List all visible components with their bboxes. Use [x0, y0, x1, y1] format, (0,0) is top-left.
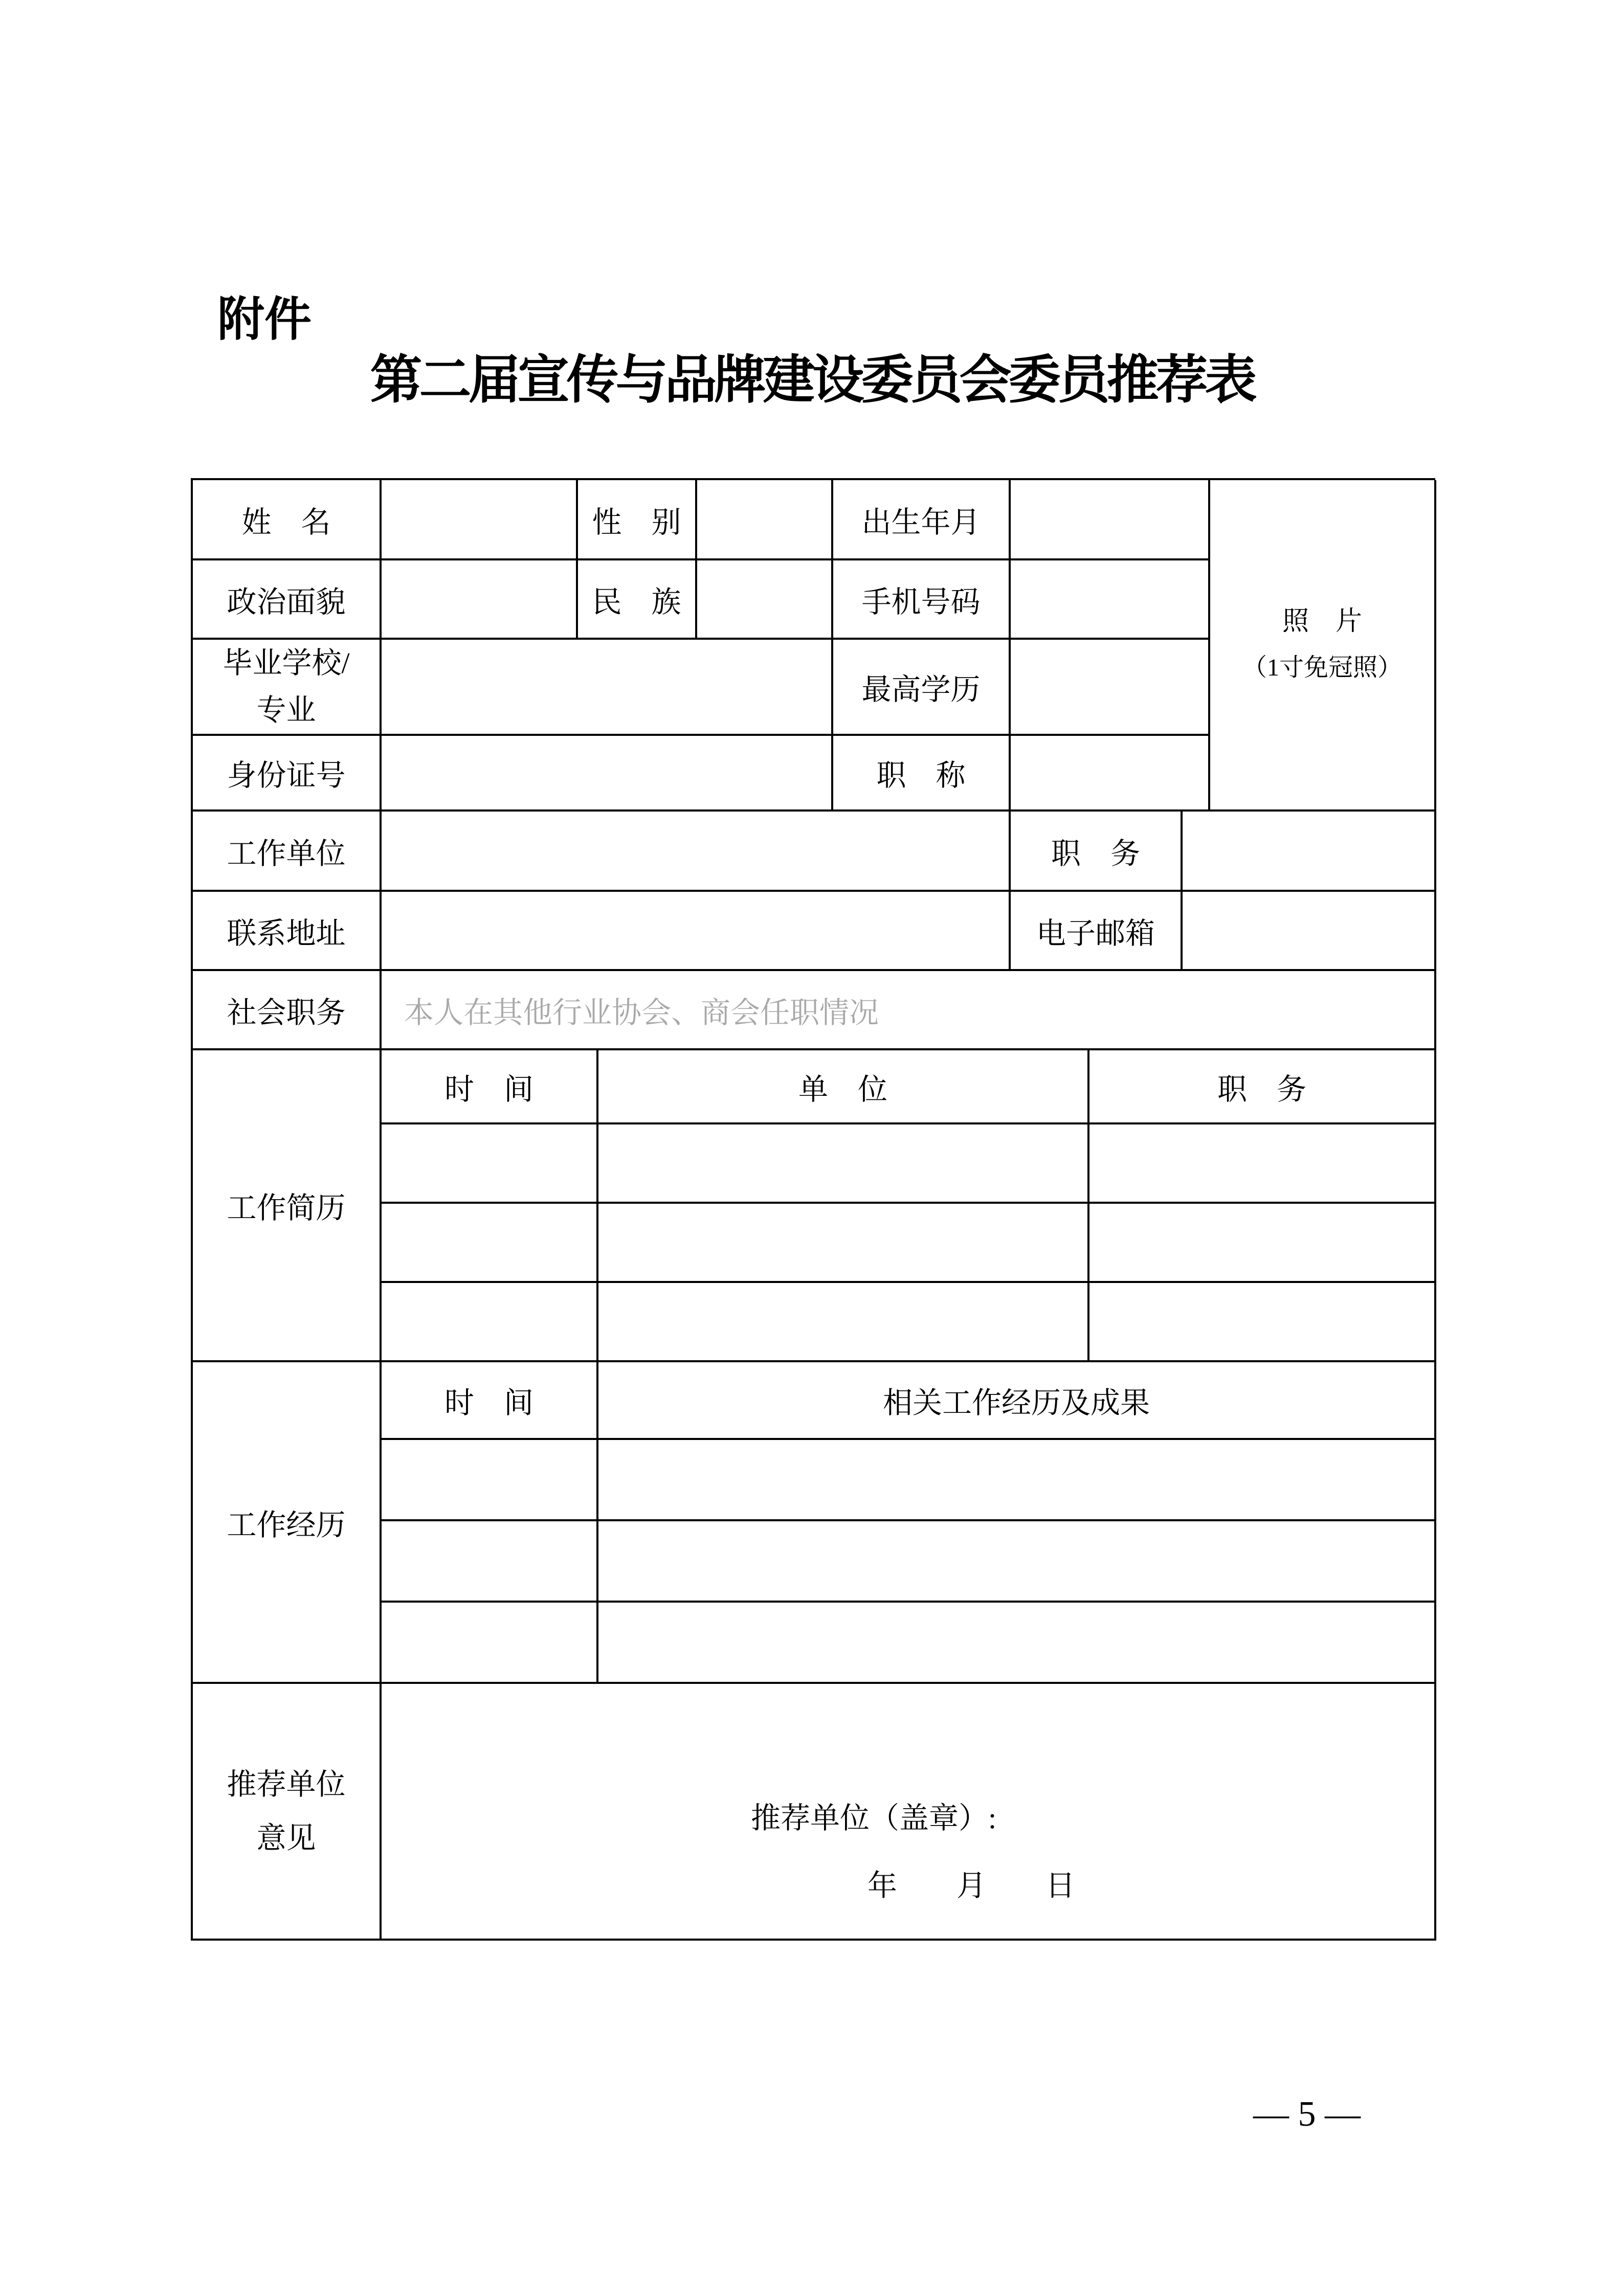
address-label-cell: 联系地址	[193, 891, 381, 970]
ethnicity-value-cell	[696, 559, 832, 639]
opinion-label-line2: 意见	[256, 1821, 316, 1855]
experience-desc-value-cell	[597, 1439, 1435, 1520]
experience-desc-value-cell	[597, 1602, 1435, 1683]
social-position-table	[193, 971, 1436, 1050]
table-row	[193, 812, 1435, 891]
name-label-cell: 姓 名	[193, 480, 381, 559]
professional-title-label-cell: 职 称	[832, 735, 1010, 811]
school-label-line1: 毕业学校/	[223, 646, 350, 680]
experience-time-value-cell	[381, 1439, 597, 1520]
education-label-cell: 最高学历	[832, 639, 1010, 735]
page-number: — 5 —	[1253, 2095, 1361, 2134]
opinion-section-label-cell	[193, 1684, 381, 1940]
photo-note: （1寸免冠照）	[1242, 654, 1402, 681]
photo-label: 照 片	[1282, 607, 1362, 636]
experience-time-value-cell	[381, 1520, 597, 1602]
resume-duty-value-cell	[1088, 1203, 1435, 1282]
school-major-value-cell	[381, 639, 832, 735]
resume-duty-value-cell	[1088, 1123, 1435, 1203]
employer-label-cell: 工作单位	[193, 812, 381, 891]
birth-label-cell: 出生年月	[832, 480, 1010, 559]
school-major-label-cell	[193, 639, 381, 735]
contact-info-table	[193, 812, 1436, 971]
opinion-content-cell	[381, 1684, 1435, 1940]
basic-info-table	[193, 480, 1436, 812]
date-line: 年 月 日	[867, 1869, 1076, 1902]
resume-time-header-cell: 时 间	[381, 1050, 597, 1123]
table-row	[193, 1362, 1435, 1439]
table-row	[193, 971, 1435, 1049]
work-resume-section-label-cell: 工作简历	[193, 1050, 381, 1361]
resume-unit-value-cell	[597, 1203, 1088, 1282]
table-row	[193, 1684, 1435, 1940]
resume-duty-header-cell: 职 务	[1088, 1050, 1435, 1123]
resume-time-value-cell	[381, 1203, 597, 1282]
work-experience-table	[193, 1362, 1436, 1684]
social-position-label-cell: 社会职务	[193, 971, 381, 1049]
resume-time-value-cell	[381, 1282, 597, 1361]
resume-duty-value-cell	[1088, 1282, 1435, 1361]
experience-time-value-cell	[381, 1602, 597, 1683]
id-number-label-cell: 身份证号	[193, 735, 381, 811]
birth-value-cell	[1010, 480, 1209, 559]
seal-line: 推荐单位（盖章）:	[751, 1802, 997, 1835]
professional-title-value-cell	[1010, 735, 1209, 811]
mobile-label-cell: 手机号码	[832, 559, 1010, 639]
political-status-value-cell	[381, 559, 577, 639]
experience-desc-header-cell: 相关工作经历及成果	[597, 1362, 1435, 1439]
email-label-cell: 电子邮箱	[1010, 891, 1182, 970]
social-position-placeholder-cell: 本人在其他行业协会、商会任职情况	[381, 971, 1435, 1049]
ethnicity-label-cell: 民 族	[577, 559, 696, 639]
page-title: 第二届宣传与品牌建设委员会委员推荐表	[370, 351, 1254, 409]
table-row	[193, 891, 1435, 970]
id-number-value-cell	[381, 735, 832, 811]
experience-desc-value-cell	[597, 1520, 1435, 1602]
gender-value-cell	[696, 480, 832, 559]
opinion-label-line1: 推荐单位	[227, 1768, 346, 1801]
attachment-label: 附件	[217, 294, 312, 346]
resume-time-value-cell	[381, 1123, 597, 1203]
name-value-cell	[381, 480, 577, 559]
position-label-cell: 职 务	[1010, 812, 1182, 891]
address-value-cell	[381, 891, 1010, 970]
recommendation-form-table	[191, 478, 1435, 1941]
table-row	[193, 480, 1435, 559]
resume-unit-header-cell: 单 位	[597, 1050, 1088, 1123]
education-value-cell	[1010, 639, 1209, 735]
position-value-cell	[1182, 812, 1435, 891]
email-value-cell	[1182, 891, 1435, 970]
gender-label-cell: 性 别	[577, 480, 696, 559]
table-row	[193, 1050, 1435, 1123]
experience-time-header-cell: 时 间	[381, 1362, 597, 1439]
work-experience-section-label-cell: 工作经历	[193, 1362, 381, 1683]
employer-value-cell	[381, 812, 1010, 891]
political-status-label-cell: 政治面貌	[193, 559, 381, 639]
recommending-unit-opinion-table	[193, 1684, 1436, 1941]
mobile-value-cell	[1010, 559, 1209, 639]
resume-unit-value-cell	[597, 1282, 1088, 1361]
school-label-line2: 专业	[256, 693, 316, 727]
photo-cell	[1209, 480, 1435, 811]
work-resume-table	[193, 1050, 1436, 1362]
resume-unit-value-cell	[597, 1123, 1088, 1203]
